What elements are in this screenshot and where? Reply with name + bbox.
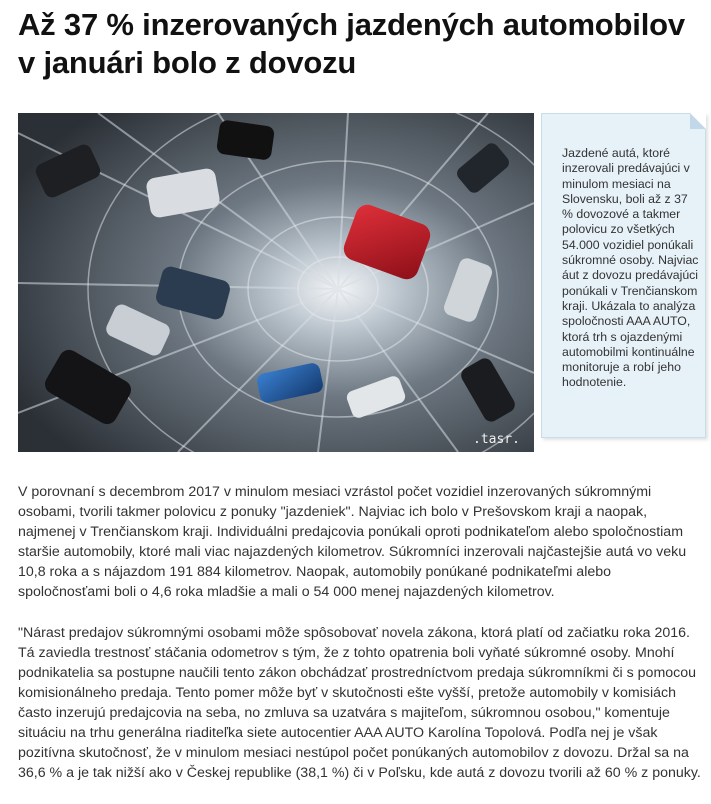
article-body [18,482,702,804]
photo-illustration [18,113,534,452]
photo-watermark: .tasr. [473,432,520,447]
lead-text: Jazdené autá, ktoré inzerovali predávajúci v minulom mesiaci na Slovensku, boli až z 37 % dovozové a takmer polovicu zo všetkých 54.000 vozidiel ponúkali súkromné osoby. Najviac áut z dovozu predávajúci ponúkali v Trenčianskom kraji. Ukázala to analýza spoločnosti AAA AUTO, ktorá trh s ojazdenými automobilmi kontinuálne monitoruje a robí jeho hodnotenie. [562,146,699,390]
lead-box [541,113,706,438]
car-tower-photo [18,113,534,452]
paragraph: V porovnaní s decembrom 2017 v minulom mesiaci vzrástol počet vozidiel inzerovaných súkromnými osobami, tvorili takmer polovicu z ponuky "jazdeniek". Najviac ich bolo v Prešovskom kraji a naopak, najmenej v Trenčianskom kraji. Individuálni predajcovia ponúkali oproti podnikateľom alebo spoločnostiam staršie automobily, ktoré mali viac najazdených kilometrov. Súkromníci inzerovali najčastejšie autá vo veku 10,8 roka a s nájazdom 191 884 kilometrov. Naopak, automobily ponúkané podnikateľmi alebo spoločnosťami boli o 4,6 roka mladšie a mali o 54 000 menej najazdených kilometrov. [18,484,687,600]
article-headline: Až 37 % inzerovaných jazdených automobilov v januári bolo z dovozu [18,7,685,80]
paragraph: "Nárast predajov súkromnými osobami môže spôsobovať novela zákona, ktorá platí od začiatku roka 2016. Tá zaviedla trestnosť stáčania odometrov s tým, že z tohto opatrenia boli vyňaté súkromné osoby. Mnohí podnikatelia sa postupne naučili tento zákon obchádzať prostredníctvom predaja súkromníkmi či s pomocou komisionálneho predaja. Tento pomer môže byť v skutočnosti ešte vyšší, pretože automobily v komisiách často inzerujú predajcovia na seba, no zmluva sa uzatvára s majiteľom, súkromnou osobou," komentuje situáciu na trhu generálna riaditeľka siete autocentier AAA AUTO Karolína Topolová. Podľa nej je však pozitívna skutočnosť, že v minulom mesiaci nestúpol počet ponúkaných automobilov z dovozu. Držal sa na 36,6 % a je tak nižší ako v Českej republike (38,1 %) či v Poľsku, kde autá z dovozu tvorili až 60 % z ponuky. [18,625,701,781]
corner-fold-icon [690,113,706,129]
article-figure [18,113,698,452]
